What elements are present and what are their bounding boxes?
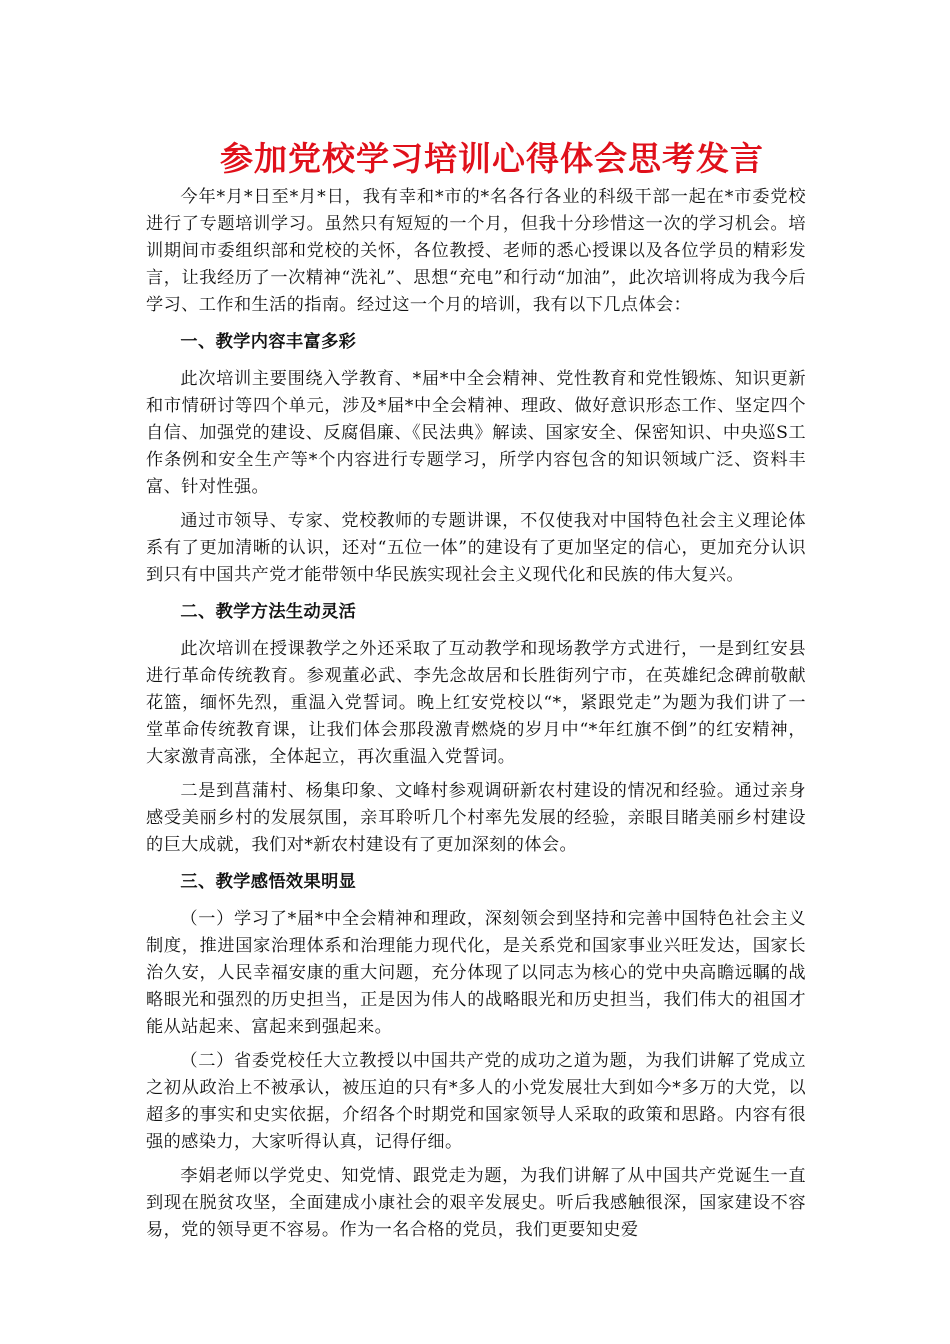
body-paragraph: 李娟老师以学党史、知党情、跟党走为题，为我们讲解了从中国共产党诞生一直到现在脱贫攻坚，全面建成小康社会的艰辛发展史。听后我感触很深，国家建设不容易，党的领导更不容易。作为一名合格的党员，我们更要知史爱	[146, 1166, 806, 1240]
section-heading-3: 三、教学感悟效果明显	[180, 872, 357, 892]
section-heading-2: 二、教学方法生动灵活	[180, 602, 357, 622]
body-paragraph: （二）省委党校任大立教授以中国共产党的成功之道为题，为我们讲解了党成立之初从政治上不被承认，被压迫的只有*多人的小党发展壮大到如今*多万的大党，以超多的事实和史实依据，介绍各个时期党和国家领导人采取的政策和思路。内容有很强的感染力，大家听得认真，记得仔细。	[146, 1051, 806, 1152]
body-paragraph: 二是到菖蒲村、杨集印象、文峰村参观调研新农村建设的情况和经验。通过亲身感受美丽乡村的发展氛围，亲耳聆听几个村率先发展的经验，亲眼目睹美丽乡村建设的巨大成就，我们对*新农村建设有了更加深刻的体会。	[146, 781, 806, 855]
document-title: 参加党校学习培训心得体会思考发言	[220, 139, 764, 178]
body-paragraph: 此次培训在授课教学之外还采取了互动教学和现场教学方式进行，一是到红安县进行革命传统教育。参观董必武、李先念故居和长胜街列宁市，在英雄纪念碑前敬献花篮，缅怀先烈，重温入党誓词。晚上红安党校以“*，紧跟党走”为题为我们讲了一堂革命传统教育课，让我们体会那段激青燃烧的岁月中“*年红旗不倒”的红安精神，大家激青高涨，全体起立，再次重温入党誓词。	[146, 639, 806, 767]
section-heading-1: 一、教学内容丰富多彩	[180, 332, 357, 352]
body-paragraph: 此次培训主要围绕入学教育、*届*中全会精神、党性教育和党性锻炼、知识更新和市情研讨等四个单元，涉及*届*中全会精神、理政、做好意识形态工作、坚定四个自信、加强党的建设、反腐倡廉、《民法典》解读、国家安全、保密知识、中央巡S工作条例和安全生产等*个内容进行专题学习，所学内容包含的知识领域广泛、资料丰富、针对性强。	[146, 369, 806, 497]
intro-paragraph: 今年*月*日至*月*日，我有幸和*市的*名各行各业的科级干部一起在*市委党校进行了专题培训学习。虽然只有短短的一个月，但我十分珍惜这一次的学习机会。培训期间市委组织部和党校的关怀，各位教授、老师的悉心授课以及各位学员的精彩发言，让我经历了一次精神“洗礼”、思想“充电”和行动“加油”，此次培训将成为我今后学习、工作和生活的指南。经过这一个月的培训，我有以下几点体会：	[146, 187, 806, 315]
body-paragraph: （一）学习了*届*中全会精神和理政，深刻领会到坚持和完善中国特色社会主义制度，推进国家治理体系和治理能力现代化，是关系党和国家事业兴旺发达，国家长治久安，人民幸福安康的重大问题，充分体现了以同志为核心的党中央高瞻远瞩的战略眼光和强烈的历史担当，正是因为伟人的战略眼光和历史担当，我们伟大的祖国才能从站起来、富起来到强起来。	[146, 909, 806, 1037]
body-paragraph: 通过市领导、专家、党校教师的专题讲课，不仅使我对中国特色社会主义理论体系有了更加清晰的认识，还对“五位一体”的建设有了更加坚定的信心，更加充分认识到只有中国共产党才能带领中华民族实现社会主义现代化和民族的伟大复兴。	[146, 511, 806, 585]
document-page	[146, 134, 806, 1251]
